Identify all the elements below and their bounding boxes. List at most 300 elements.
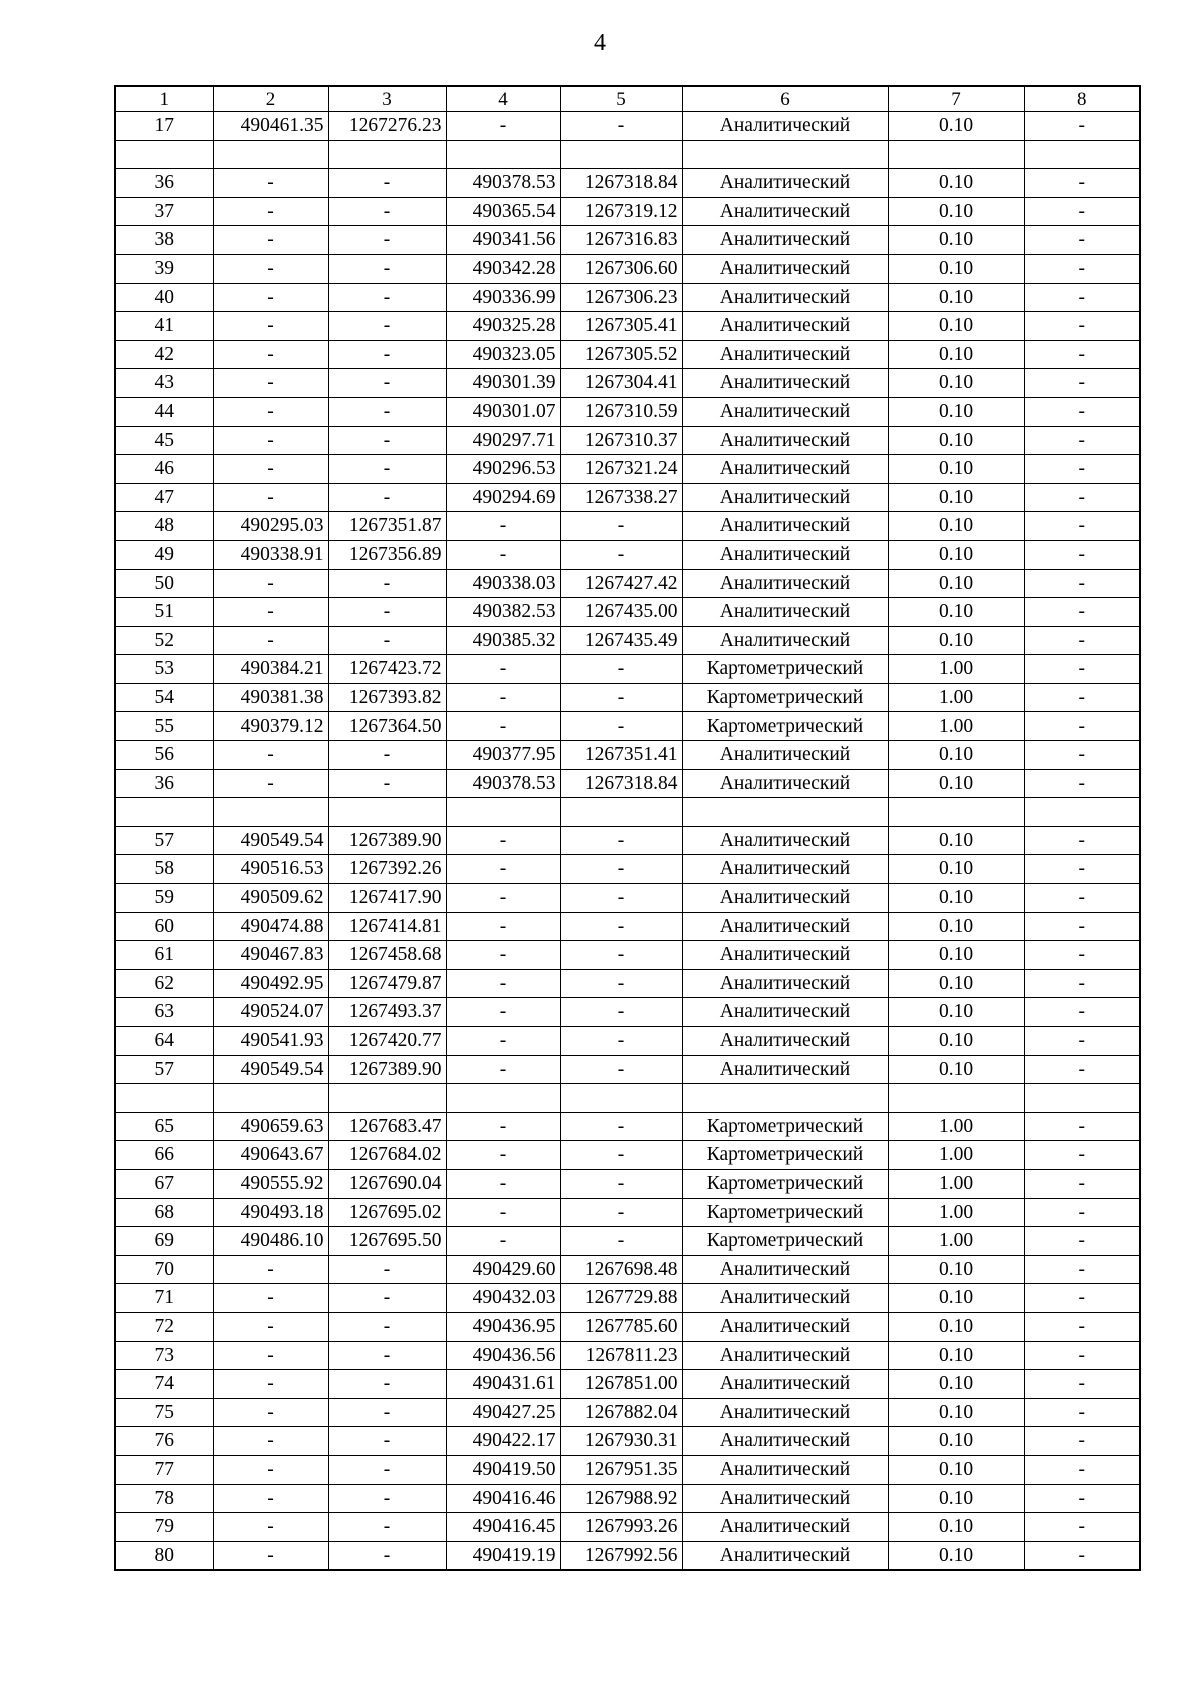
table-cell: - [1024,283,1140,312]
table-row [115,1541,1140,1570]
column-header: 7 [888,86,1024,112]
table-cell: 490296.53 [446,455,560,484]
table-cell: - [1024,626,1140,655]
table-row [115,512,1140,541]
table-cell: - [328,741,446,770]
table-cell: Аналитический [682,1398,888,1427]
table-cell: - [1024,969,1140,998]
table-cell: 1267338.27 [560,483,682,512]
table-cell: - [328,455,446,484]
table-cell: - [213,340,328,369]
table-cell: - [213,1370,328,1399]
table-row [115,112,1140,141]
table-cell: - [560,1198,682,1227]
table-cell: 0.10 [888,197,1024,226]
table-row [115,283,1140,312]
table-cell: Аналитический [682,1484,888,1513]
table-cell: 1267683.47 [328,1112,446,1141]
table-cell [560,140,682,169]
table-cell: 1.00 [888,1141,1024,1170]
table-cell [115,798,213,827]
table-cell: 490524.07 [213,998,328,1027]
table-cell [115,1084,213,1113]
table-cell: - [446,683,560,712]
table-cell: 490382.53 [446,598,560,627]
table-cell: Аналитический [682,312,888,341]
table-cell: - [213,397,328,426]
table-cell: Картометрический [682,655,888,684]
table-row [115,397,1140,426]
table-cell: - [1024,569,1140,598]
table-cell: 0.10 [888,1427,1024,1456]
table-cell: - [1024,197,1140,226]
column-header: 2 [213,86,328,112]
table-cell: - [1024,1255,1140,1284]
table-cell: 1267420.77 [328,1027,446,1056]
table-cell: 55 [115,712,213,741]
table-cell: - [328,1370,446,1399]
table-cell: Аналитический [682,598,888,627]
table-cell: 0.10 [888,254,1024,283]
table-cell: 1267427.42 [560,569,682,598]
table-cell: - [1024,426,1140,455]
table-cell: 42 [115,340,213,369]
table-cell: - [1024,397,1140,426]
table-cell: - [560,884,682,913]
table-cell: 0.10 [888,340,1024,369]
table-cell: 1267393.82 [328,683,446,712]
table-cell: - [328,340,446,369]
table-cell: Аналитический [682,1312,888,1341]
table-cell: - [328,397,446,426]
table-cell: Аналитический [682,226,888,255]
table-cell: 490467.83 [213,941,328,970]
table-cell: 80 [115,1541,213,1570]
table-cell: 46 [115,455,213,484]
table-cell: 490323.05 [446,340,560,369]
column-header: 6 [682,86,888,112]
table-cell: 1267316.83 [560,226,682,255]
table-row [115,1112,1140,1141]
table-cell: - [1024,254,1140,283]
table-cell: - [328,169,446,198]
table-cell: - [560,1141,682,1170]
table-cell: 39 [115,254,213,283]
table-cell: 50 [115,569,213,598]
table-cell: Аналитический [682,1284,888,1313]
table-cell: Аналитический [682,884,888,913]
table-cell: - [1024,1312,1140,1341]
table-cell: 1.00 [888,683,1024,712]
table-cell [213,1084,328,1113]
column-header: 1 [115,86,213,112]
table-cell: - [1024,455,1140,484]
table-row [115,483,1140,512]
table-cell: - [213,369,328,398]
table-cell: 1267304.41 [560,369,682,398]
table-cell: - [1024,655,1140,684]
table-cell: 76 [115,1427,213,1456]
table-cell: 490555.92 [213,1169,328,1198]
table-cell: - [213,283,328,312]
table-cell: 490294.69 [446,483,560,512]
table-cell: - [1024,540,1140,569]
table-cell: 0.10 [888,1284,1024,1313]
table-cell: 77 [115,1455,213,1484]
table-cell: 490379.12 [213,712,328,741]
table-cell: 1267276.23 [328,112,446,141]
table-cell: 1267435.49 [560,626,682,655]
table-cell: 72 [115,1312,213,1341]
table-cell: 1267310.59 [560,397,682,426]
table-cell: - [213,1484,328,1513]
table-cell: - [1024,598,1140,627]
table-cell: Аналитический [682,426,888,455]
column-header: 4 [446,86,560,112]
table-cell: Аналитический [682,626,888,655]
table-cell: - [1024,1227,1140,1256]
table-cell: - [1024,741,1140,770]
table-cell: - [1024,769,1140,798]
table-cell: 49 [115,540,213,569]
table-cell: 0.10 [888,455,1024,484]
table-cell: 0.10 [888,1513,1024,1542]
table-cell: Аналитический [682,969,888,998]
table-cell: - [446,1112,560,1141]
table-row [115,1370,1140,1399]
table-cell: - [213,1427,328,1456]
table-cell: - [213,483,328,512]
table-cell: 64 [115,1027,213,1056]
table-cell: 1.00 [888,1169,1024,1198]
table-cell: 490659.63 [213,1112,328,1141]
table-cell: 490432.03 [446,1284,560,1313]
table-cell: 0.10 [888,598,1024,627]
table-cell: - [1024,826,1140,855]
table-cell: 59 [115,884,213,913]
column-header: 8 [1024,86,1140,112]
table-cell: - [446,1227,560,1256]
table-cell: 490416.45 [446,1513,560,1542]
table-row [115,769,1140,798]
table-cell: 57 [115,1055,213,1084]
table-cell: 490492.95 [213,969,328,998]
table-row [115,798,1140,827]
table-cell: - [328,1455,446,1484]
page-number: 4 [594,30,606,56]
table-cell: - [328,1541,446,1570]
table-cell: 490297.71 [446,426,560,455]
table-cell: - [328,426,446,455]
table-cell [1024,140,1140,169]
table-cell [682,1084,888,1113]
table-cell: 1267319.12 [560,197,682,226]
table-cell: - [328,483,446,512]
table-cell: 57 [115,826,213,855]
table-cell: 0.10 [888,1455,1024,1484]
table-cell: 1267993.26 [560,1513,682,1542]
table-cell: - [1024,1398,1140,1427]
table-cell: 1267364.50 [328,712,446,741]
table-cell: - [560,512,682,541]
table-cell: 1267306.23 [560,283,682,312]
table-row [115,312,1140,341]
table-cell: 62 [115,969,213,998]
table-cell: 63 [115,998,213,1027]
table-cell: 490431.61 [446,1370,560,1399]
table-row [115,540,1140,569]
table-cell: 1.00 [888,1198,1024,1227]
table-cell: - [213,1255,328,1284]
table-row [115,1455,1140,1484]
table-cell: - [1024,1141,1140,1170]
table-cell [682,798,888,827]
table-cell: - [560,655,682,684]
table-cell: 490385.32 [446,626,560,655]
table-cell: - [1024,1341,1140,1370]
table-cell [328,798,446,827]
table-cell [560,798,682,827]
table-cell: Аналитический [682,1427,888,1456]
table-cell: 1267351.41 [560,741,682,770]
table-row [115,1255,1140,1284]
table-cell: Аналитический [682,855,888,884]
table-cell: - [328,312,446,341]
table-cell: 1267729.88 [560,1284,682,1313]
table-row [115,426,1140,455]
table-cell: 52 [115,626,213,655]
column-header: 5 [560,86,682,112]
table-cell: Картометрический [682,1227,888,1256]
table-cell: 490381.38 [213,683,328,712]
table-cell: 36 [115,169,213,198]
table-row [115,1198,1140,1227]
table-cell [446,798,560,827]
table-cell [328,1084,446,1113]
table-cell: - [1024,884,1140,913]
table-cell: 0.10 [888,483,1024,512]
table-cell: - [213,1341,328,1370]
table-cell: 1.00 [888,655,1024,684]
table-cell: - [560,941,682,970]
table-cell: 1267305.41 [560,312,682,341]
table-cell [888,140,1024,169]
table-cell: - [1024,312,1140,341]
table-cell: Картометрический [682,1169,888,1198]
table-cell: - [1024,941,1140,970]
table-cell: Аналитический [682,1513,888,1542]
table-cell: - [446,1055,560,1084]
table-cell: 1267310.37 [560,426,682,455]
table-cell: Аналитический [682,826,888,855]
table-cell: - [328,769,446,798]
table-cell: 0.10 [888,826,1024,855]
table-cell: 0.10 [888,741,1024,770]
table-cell: - [1024,1455,1140,1484]
table-cell: - [1024,369,1140,398]
table-cell: 1267458.68 [328,941,446,970]
table-cell: - [328,226,446,255]
table-cell [213,140,328,169]
table-cell: - [560,998,682,1027]
table-cell: 45 [115,426,213,455]
table-cell: 1267318.84 [560,769,682,798]
table-cell: Аналитический [682,569,888,598]
table-cell: - [213,197,328,226]
table-row [115,1027,1140,1056]
table-cell: - [1024,1427,1140,1456]
table-cell: - [213,598,328,627]
table-row [115,369,1140,398]
table-cell: - [213,1513,328,1542]
table-cell: - [560,112,682,141]
table-cell: - [328,1312,446,1341]
table-cell: - [1024,512,1140,541]
table-cell: Аналитический [682,197,888,226]
table-cell: Аналитический [682,483,888,512]
table-cell: - [1024,1169,1140,1198]
table-cell: - [446,512,560,541]
table-cell: 1267389.90 [328,826,446,855]
table-cell: 0.10 [888,1055,1024,1084]
table-cell: 1267785.60 [560,1312,682,1341]
table-row [115,941,1140,970]
table-cell: 1.00 [888,712,1024,741]
table-cell [213,798,328,827]
table-cell: Аналитический [682,1027,888,1056]
table-cell: 43 [115,369,213,398]
table-cell: 0.10 [888,1341,1024,1370]
table-cell: 1267305.52 [560,340,682,369]
table-cell: 1267684.02 [328,1141,446,1170]
table-row [115,1084,1140,1113]
table-cell: 0.10 [888,283,1024,312]
table-cell: Аналитический [682,369,888,398]
table-cell: 71 [115,1284,213,1313]
table-cell: 490429.60 [446,1255,560,1284]
table-cell: - [1024,226,1140,255]
table-cell: - [446,540,560,569]
table-cell: Аналитический [682,769,888,798]
table-cell: - [446,655,560,684]
table-cell: 37 [115,197,213,226]
table-cell: - [328,1484,446,1513]
table-cell: - [446,1141,560,1170]
table-cell: - [560,855,682,884]
table-row [115,626,1140,655]
table-cell: 490461.35 [213,112,328,141]
table-cell: 0.10 [888,998,1024,1027]
table-cell: - [213,626,328,655]
table-cell: - [328,1427,446,1456]
table-cell: 490384.21 [213,655,328,684]
table-cell: 36 [115,769,213,798]
table-cell: Аналитический [682,1055,888,1084]
table-cell: - [1024,169,1140,198]
table-cell: 0.10 [888,397,1024,426]
table-cell: 1267306.60 [560,254,682,283]
table-cell: 0.10 [888,569,1024,598]
table-row [115,1341,1140,1370]
table-cell: Аналитический [682,741,888,770]
table-cell: - [1024,1284,1140,1313]
table-cell: 490301.07 [446,397,560,426]
table-cell: - [446,969,560,998]
table-cell: Аналитический [682,112,888,141]
table-cell: - [1024,855,1140,884]
table-cell: - [446,112,560,141]
table-cell: - [213,312,328,341]
table-cell: - [446,1169,560,1198]
table-cell: - [213,1541,328,1570]
table-cell: Аналитический [682,1341,888,1370]
table-cell: 68 [115,1198,213,1227]
table-cell: - [213,1398,328,1427]
table-row [115,598,1140,627]
table-cell: 0.10 [888,769,1024,798]
table-cell: 0.10 [888,969,1024,998]
table-cell: - [328,254,446,283]
table-cell: - [1024,712,1140,741]
table-cell: 490419.50 [446,1455,560,1484]
table-cell: 60 [115,912,213,941]
table-cell: - [213,1284,328,1313]
table-cell: Картометрический [682,683,888,712]
column-header: 3 [328,86,446,112]
table-cell: 490341.56 [446,226,560,255]
table-cell: - [213,1455,328,1484]
table-cell: - [213,426,328,455]
table-cell: 490377.95 [446,741,560,770]
table-cell: 1267493.37 [328,998,446,1027]
table-cell: 1267882.04 [560,1398,682,1427]
table-cell [682,140,888,169]
table-cell: - [1024,1027,1140,1056]
table-cell: 1.00 [888,1112,1024,1141]
table-cell: 51 [115,598,213,627]
coordinates-table [114,85,1141,1571]
table-cell: 1267389.90 [328,1055,446,1084]
table-cell: 38 [115,226,213,255]
table-cell: - [213,226,328,255]
table-cell: 490436.56 [446,1341,560,1370]
table-cell: Аналитический [682,1370,888,1399]
table-cell: 41 [115,312,213,341]
table-cell: 1267423.72 [328,655,446,684]
table-row [115,254,1140,283]
table-cell: - [213,741,328,770]
table-cell: - [1024,340,1140,369]
table-cell: 69 [115,1227,213,1256]
table-row [115,197,1140,226]
table-cell: Аналитический [682,340,888,369]
table-cell: 0.10 [888,112,1024,141]
table-cell: 1267988.92 [560,1484,682,1513]
table-cell: 70 [115,1255,213,1284]
table-cell: - [446,941,560,970]
table-cell: 73 [115,1341,213,1370]
table-cell: 490436.95 [446,1312,560,1341]
table-cell: - [560,1055,682,1084]
table-cell: 1267417.90 [328,884,446,913]
table-row [115,683,1140,712]
table-row [115,1398,1140,1427]
table-cell: 490338.03 [446,569,560,598]
table-cell: 0.10 [888,369,1024,398]
table-cell: - [446,912,560,941]
table-row [115,1284,1140,1313]
table-cell: 490474.88 [213,912,328,941]
